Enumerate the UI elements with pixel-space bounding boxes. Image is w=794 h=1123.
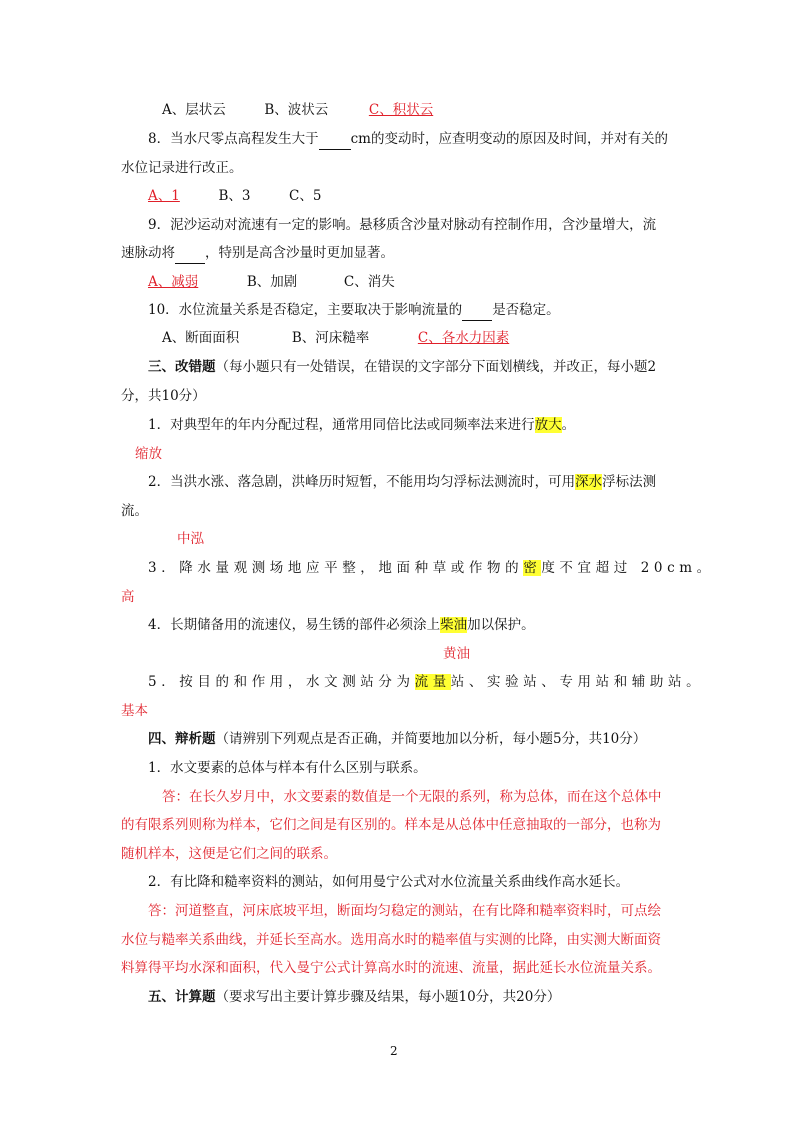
section3-desc-line2: 分，共10分） (121, 388, 206, 404)
s3-item2-error-highlight: 深水 (575, 474, 603, 490)
s3-item5-text-end: 站、实验站、专用站和辅助站。 (450, 674, 705, 690)
s3-item1 (148, 415, 575, 435)
s3-item4-correction: 黄油 (443, 646, 470, 662)
s4-a1-line2: 的有限系列则称为样本，它们之间是有区别的。样本是从总体中任意抽取的一部分，也称为 (121, 817, 661, 833)
section5-header (148, 987, 560, 1007)
q8-blank (319, 129, 351, 150)
q8-option-b: B、3 (218, 188, 251, 204)
q9-options (148, 272, 395, 292)
q7-option-b: B、波状云 (264, 102, 329, 118)
s4-q2: 2．有比降和糙率资料的测站，如何用曼宁公式对水位流量关系曲线作高水延长。 (148, 874, 630, 890)
q9-line1: 9．泥沙运动对流速有一定的影响。悬移质含沙量对脉动有控制作用，含沙量增大，流 (148, 217, 657, 233)
q9-option-a-answer: A、减弱 (148, 274, 199, 290)
q9-text-part1: 速脉动将 (121, 245, 175, 261)
q10-option-c-answer: C、各水力因素 (417, 330, 510, 346)
section5-title: 五、计算题 (148, 989, 216, 1005)
s3-item5 (148, 672, 704, 692)
s3-item2 (148, 472, 656, 492)
section4-title: 四、辩析题 (148, 731, 216, 747)
s3-item2-text-end: 浮标法测 (602, 474, 657, 490)
q7-option-a: A、层状云 (162, 102, 226, 118)
s3-item2-text: 2．当洪水涨、落急剧，洪峰历时短暂，不能用均匀浮标法测流时，可用 (148, 474, 576, 490)
q9-blank (175, 243, 205, 264)
q10-text-part2: 是否稳定。 (492, 302, 560, 318)
s4-q1: 1．水文要素的总体与样本有什么区别与联系。 (148, 760, 427, 776)
s3-item3-correction: 高 (121, 589, 135, 605)
s3-item4 (148, 615, 535, 635)
s3-item4-text: 4．长期储备用的流速仪，易生锈的部件必须涂上 (148, 617, 441, 633)
s3-item3-text-end: 度不宜超过 20cm。 (541, 560, 715, 576)
section3-title: 三、改错题 (148, 359, 216, 375)
q8-text-part1: 8．当水尺零点高程发生大于 (148, 131, 319, 147)
s3-item2-line2: 流。 (121, 503, 148, 519)
s3-item2-correction: 中泓 (177, 531, 204, 547)
s3-item3 (148, 558, 715, 578)
q9-line2 (121, 243, 394, 264)
s3-item5-text: 5．按目的和作用，水文测站分为 (148, 674, 415, 690)
q9-option-b: B、加剧 (246, 274, 298, 290)
s3-item5-correction: 基本 (121, 703, 148, 719)
s3-item1-correction: 缩放 (135, 446, 162, 462)
section3-desc-line1: （每小题只有一处错误，在错误的文字部分下面划横线，并改正，每小题2 (215, 359, 657, 375)
page-number: 2 (390, 1044, 398, 1058)
s3-item1-text-end: 。 (561, 417, 576, 433)
s4-a2-line1: 答：河道整直，河床底坡平坦，断面均匀稳定的测站，在有比降和糙率资料时，可点绘 (148, 903, 661, 919)
q10-options (162, 328, 509, 348)
s4-a1-line1: 答：在长久岁月中，水文要素的数值是一个无限的系列，称为总体，而在这个总体中 (162, 789, 662, 805)
q10-text-part1: 10．水位流量关系是否稳定，主要取决于影响流量的 (148, 302, 463, 318)
q8-options (148, 186, 321, 206)
section3-header (148, 357, 656, 377)
s3-item1-error-highlight: 放大 (534, 417, 562, 433)
q8-line2: 水位记录进行改正。 (121, 160, 243, 176)
q10-option-b: B、河床糙率 (291, 330, 370, 346)
q7-option-c-answer: C、积状云 (368, 102, 434, 118)
q8-option-a-answer: A、1 (148, 188, 180, 204)
section4-header (148, 729, 646, 749)
s3-item4-text-end: 加以保护。 (467, 617, 535, 633)
s4-a1-line3: 随机样本，这便是它们之间的联系。 (121, 846, 337, 862)
q10-option-a: A、断面面积 (162, 330, 240, 346)
q10-line1 (148, 300, 560, 321)
section4-desc: （请辨别下列观点是否正确，并简要地加以分析，每小题5分，共10分） (215, 731, 647, 747)
s4-a2-line3: 料算得平均水深和面积，代入曼宁公式计算高水时的流速、流量，据此延长水位流量关系。 (121, 960, 661, 976)
q8-option-c: C、5 (289, 188, 322, 204)
q9-option-c: C、消失 (343, 274, 395, 290)
q7-options (162, 100, 433, 120)
q8-line1 (148, 129, 668, 150)
s3-item5-error-highlight: 流量 (414, 674, 451, 690)
q8-text-part2: cm的变动时，应查明变动的原因及时间，并对有关的 (350, 131, 668, 147)
s3-item4-error-highlight: 柴油 (440, 617, 468, 633)
section5-desc: （要求写出主要计算步骤及结果，每小题10分，共20分） (215, 989, 561, 1005)
s3-item3-error-highlight: 密 (523, 560, 542, 576)
q9-text-part2: ，特别是高含沙量时更加显著。 (205, 245, 394, 261)
s3-item1-text: 1．对典型年的年内分配过程，通常用同倍比法或同频率法来进行 (148, 417, 535, 433)
q10-blank (462, 300, 492, 321)
s4-a2-line2: 水位与糙率关系曲线，并延长至高水。选用高水时的糙率值与实测的比降，由实测大断面资 (121, 932, 661, 948)
s3-item3-text: 3．降水量观测场地应平整，地面种草或作物的 (148, 560, 524, 576)
